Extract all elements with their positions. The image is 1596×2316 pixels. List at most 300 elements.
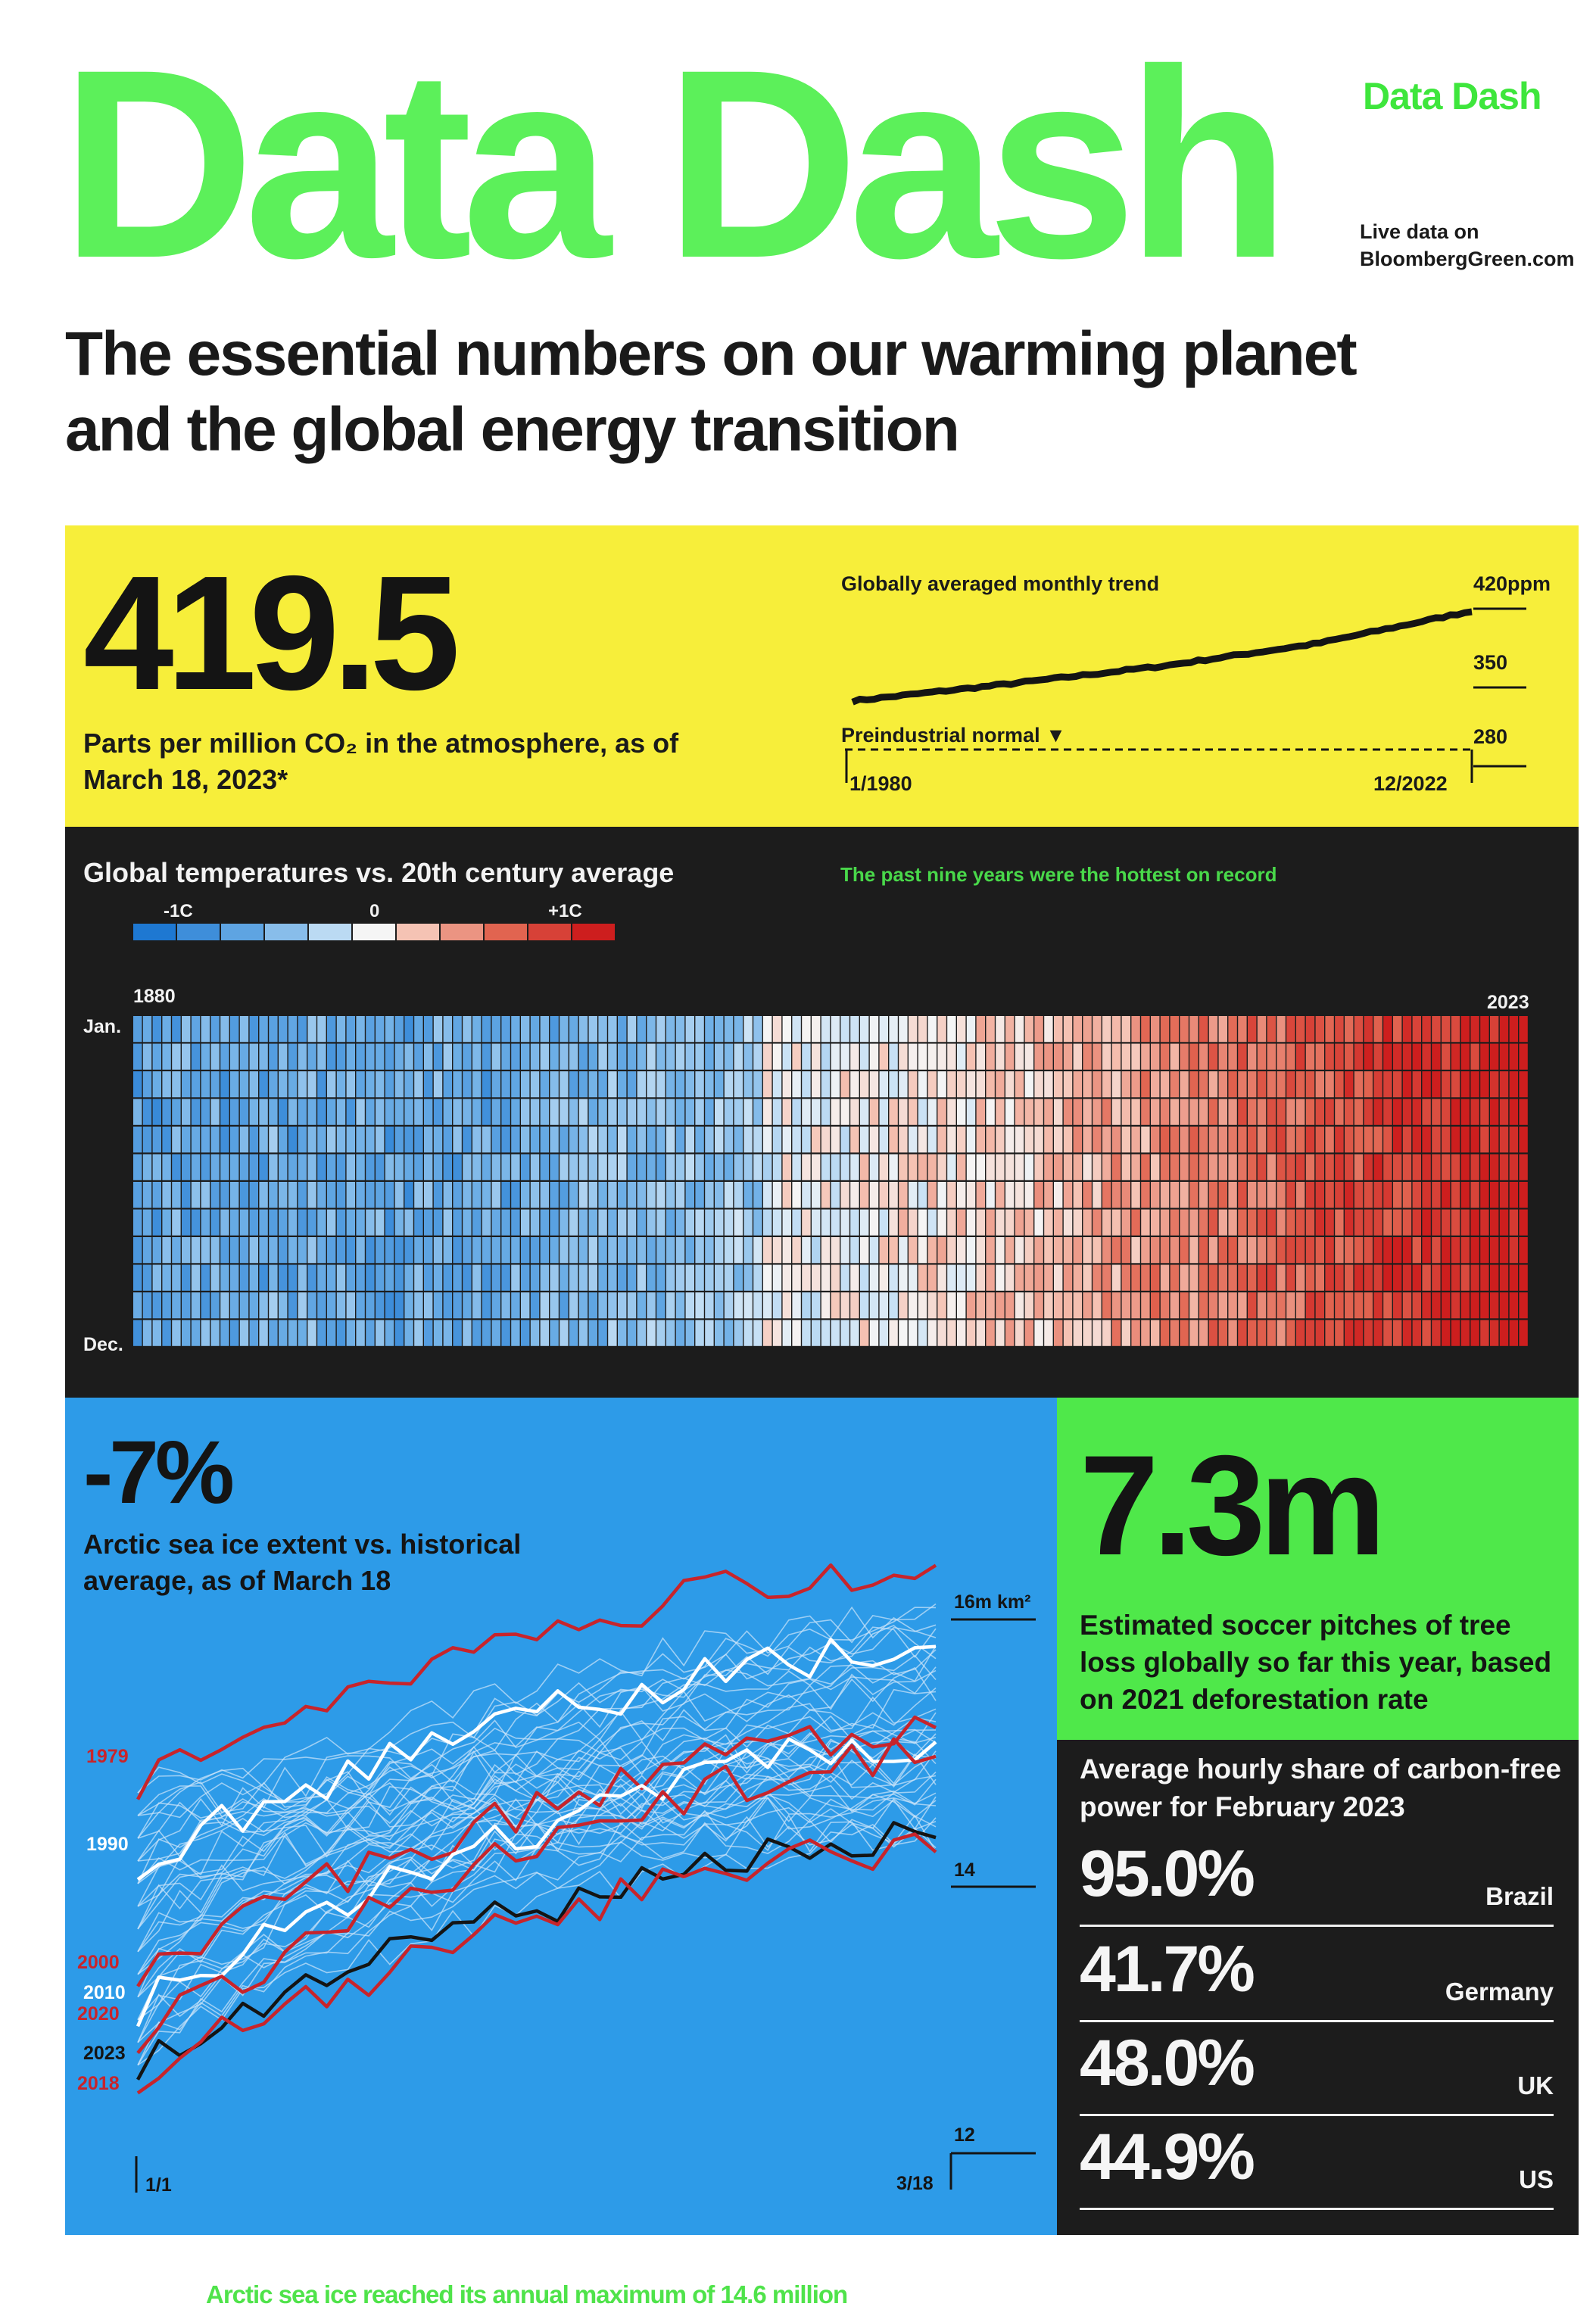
heatmap-cell (269, 1044, 277, 1070)
heatmap-cell (783, 1292, 791, 1318)
arctic-ice-chart (65, 1398, 1057, 2235)
arctic-background-line (138, 1819, 936, 1906)
heatmap-cell (725, 1292, 733, 1318)
heatmap-cell (686, 1265, 694, 1291)
heatmap-cell (569, 1237, 578, 1263)
heatmap-cell (967, 1182, 975, 1208)
heatmap-cell (715, 1320, 723, 1346)
heatmap-cell (1131, 1265, 1139, 1291)
heatmap-cell (444, 1099, 452, 1125)
heatmap-cell (1093, 1237, 1101, 1263)
heatmap-cell (1034, 1320, 1043, 1346)
heatmap-cell (1519, 1016, 1527, 1042)
heatmap-cell (628, 1237, 636, 1263)
heatmap-cell (356, 1155, 364, 1180)
heatmap-cell (1209, 1210, 1217, 1236)
heatmap-cell (773, 1210, 781, 1236)
heatmap-cell (783, 1210, 791, 1236)
heatmap-cell (628, 1155, 636, 1180)
heatmap-cell (831, 1099, 840, 1125)
heatmap-cell (831, 1210, 840, 1236)
heatmap-cell (192, 1099, 200, 1125)
heatmap-cell (1054, 1099, 1062, 1125)
heatmap-cell (666, 1099, 675, 1125)
heatmap-cell (531, 1182, 539, 1208)
heatmap-cell (656, 1237, 665, 1263)
heatmap-cell (1480, 1210, 1488, 1236)
heatmap-cell (492, 1237, 500, 1263)
heatmap-cell (753, 1071, 762, 1097)
heatmap-cell (598, 1016, 606, 1042)
heatmap-cell (395, 1099, 404, 1125)
heatmap-cell (472, 1292, 481, 1318)
heatmap-cell (414, 1182, 422, 1208)
heatmap-cell (928, 1099, 937, 1125)
heatmap-cell (773, 1016, 781, 1042)
heatmap-cell (1083, 1292, 1091, 1318)
heatmap-cell (182, 1265, 190, 1291)
heatmap-cell (1422, 1155, 1430, 1180)
heatmap-cell (996, 1292, 1004, 1318)
heatmap-cell (986, 1044, 994, 1070)
heatmap-cell (1131, 1182, 1139, 1208)
heatmap-cell (1122, 1210, 1130, 1236)
heatmap-cell (1161, 1320, 1169, 1346)
heatmap-cell (753, 1016, 762, 1042)
heatmap-cell (1238, 1292, 1246, 1318)
heatmap-cell (589, 1155, 597, 1180)
heatmap-cell (753, 1155, 762, 1180)
heatmap-cell (385, 1320, 394, 1346)
heatmap-cell (143, 1237, 151, 1263)
heatmap-cell (1325, 1237, 1333, 1263)
heatmap-cell (1083, 1071, 1091, 1097)
heatmap-cell (1112, 1182, 1121, 1208)
heatmap-cell (1267, 1016, 1276, 1042)
heatmap-cell (1345, 1016, 1353, 1042)
heatmap-cell (1306, 1182, 1314, 1208)
heatmap-cell (531, 1044, 539, 1070)
heatmap-cell (1102, 1071, 1111, 1097)
heatmap-cell (511, 1016, 519, 1042)
heatmap-cell (880, 1127, 888, 1152)
heatmap-cell (1286, 1320, 1295, 1346)
heatmap-cell (192, 1044, 200, 1070)
heatmap-cell (220, 1071, 229, 1097)
heatmap-cell (928, 1265, 937, 1291)
heatmap-cell (337, 1071, 345, 1097)
heatmap-cell (705, 1155, 713, 1180)
heatmap-cell (977, 1071, 985, 1097)
heatmap-cell (482, 1044, 491, 1070)
heatmap-cell (1093, 1099, 1101, 1125)
heatmap-cell (1112, 1265, 1121, 1291)
heatmap-cell (501, 1265, 510, 1291)
heatmap-cell (541, 1265, 549, 1291)
heatmap-cell (1296, 1044, 1305, 1070)
heatmap-cell (376, 1099, 384, 1125)
heatmap-cell (366, 1292, 374, 1318)
heatmap-cell (1364, 1182, 1373, 1208)
heatmap-cell (1015, 1292, 1024, 1318)
heatmap-cell (1364, 1237, 1373, 1263)
heatmap-cell (531, 1265, 539, 1291)
heatmap-cell (1083, 1237, 1091, 1263)
heatmap-cell (404, 1320, 413, 1346)
heatmap-cell (1015, 1210, 1024, 1236)
heatmap-cell (628, 1099, 636, 1125)
heatmap-cell (957, 1265, 965, 1291)
year-label-2010: 2010 (83, 1982, 126, 2003)
heatmap-cell (870, 1182, 878, 1208)
heatmap-cell (792, 1265, 800, 1291)
heatmap-cell (1112, 1155, 1121, 1180)
arctic-x-start: 1/1 (145, 2174, 172, 2196)
heatmap-cell (337, 1210, 345, 1236)
heatmap-cell (957, 1210, 965, 1236)
heatmap-cell (802, 1182, 810, 1208)
heatmap-cell (1074, 1265, 1082, 1291)
heatmap-cell (977, 1016, 985, 1042)
heatmap-cell (172, 1127, 180, 1152)
heatmap-cell (1354, 1320, 1363, 1346)
heatmap-cell (521, 1099, 529, 1125)
heatmap-cell (947, 1155, 955, 1180)
heatmap-cell (821, 1320, 830, 1346)
heatmap-cell (541, 1099, 549, 1125)
heatmap-cell (1083, 1127, 1091, 1152)
heatmap-cell (153, 1127, 161, 1152)
heatmap-cell (1064, 1265, 1072, 1291)
heatmap-cell (1403, 1320, 1411, 1346)
heatmap-cell (860, 1044, 868, 1070)
heatmap-cell (918, 1265, 927, 1291)
heatmap-cell (385, 1044, 394, 1070)
heatmap-cell (598, 1237, 606, 1263)
heatmap-cell (269, 1182, 277, 1208)
heatmap-cell (1316, 1320, 1324, 1346)
heatmap-cell (404, 1099, 413, 1125)
heatmap-cell (1413, 1099, 1421, 1125)
heatmap-cell (986, 1071, 994, 1097)
heatmap-cell (172, 1292, 180, 1318)
heatmap-cell (337, 1320, 345, 1346)
heatmap-cell (608, 1210, 616, 1236)
heatmap-cell (899, 1265, 907, 1291)
heatmap-cell (831, 1320, 840, 1346)
heatmap-cell (1219, 1155, 1227, 1180)
heatmap-cell (434, 1127, 442, 1152)
heatmap-cell (1054, 1155, 1062, 1180)
heatmap-cell (482, 1210, 491, 1236)
heatmap-cell (695, 1182, 703, 1208)
heatmap-cell (1151, 1155, 1159, 1180)
heatmap-cell (1122, 1127, 1130, 1152)
heatmap-cell (967, 1320, 975, 1346)
heatmap-cell (1102, 1320, 1111, 1346)
heatmap-cell (763, 1265, 772, 1291)
heatmap-cell (501, 1127, 510, 1152)
heatmap-cell (947, 1099, 955, 1125)
heatmap-cell (1403, 1237, 1411, 1263)
heatmap-cell (347, 1182, 355, 1208)
heatmap-cell (918, 1016, 927, 1042)
heatmap-cell (220, 1292, 229, 1318)
heatmap-cell (860, 1071, 868, 1097)
heatmap-cell (1413, 1016, 1421, 1042)
heatmap-cell (967, 1044, 975, 1070)
heatmap-cell (1054, 1210, 1062, 1236)
heatmap-cell (210, 1044, 219, 1070)
heatmap-cell (1422, 1237, 1430, 1263)
heatmap-cell (463, 1292, 471, 1318)
heatmap-cell (337, 1044, 345, 1070)
heatmap-cell (850, 1071, 859, 1097)
heatmap-cell (1470, 1265, 1479, 1291)
heatmap-cell (172, 1182, 180, 1208)
heatmap-cell (608, 1237, 616, 1263)
heatmap-cell (666, 1016, 675, 1042)
heatmap-cell (1141, 1210, 1149, 1236)
heatmap-cell (414, 1099, 422, 1125)
heatmap-cell (986, 1182, 994, 1208)
heatmap-cell (1189, 1071, 1198, 1097)
heatmap-cell (1199, 1155, 1208, 1180)
heatmap-cell (210, 1099, 219, 1125)
heatmap-cell (1306, 1127, 1314, 1152)
heatmap-cell (288, 1265, 297, 1291)
heatmap-cell (909, 1182, 917, 1208)
heatmap-cell (1393, 1237, 1401, 1263)
heatmap-cell (327, 1265, 335, 1291)
heatmap-cell (850, 1182, 859, 1208)
heatmap-cell (715, 1182, 723, 1208)
heatmap-cell (1422, 1071, 1430, 1097)
heatmap-cell (831, 1071, 840, 1097)
heatmap-cell (1122, 1320, 1130, 1346)
heatmap-cell (899, 1016, 907, 1042)
heatmap-cell (259, 1071, 267, 1097)
heatmap-cell (472, 1044, 481, 1070)
carbon-free-power-panel (1057, 1740, 1579, 2235)
heatmap-cell (1461, 1099, 1470, 1125)
heatmap-cell (860, 1237, 868, 1263)
heatmap-cell (560, 1071, 568, 1097)
heatmap-cell (656, 1016, 665, 1042)
heatmap-cell (220, 1044, 229, 1070)
heatmap-cell (1276, 1292, 1285, 1318)
heatmap-cell (880, 1320, 888, 1346)
temperature-color-scale (133, 901, 618, 946)
heatmap-cell (870, 1099, 878, 1125)
heatmap-cell (1112, 1127, 1121, 1152)
heatmap-cell (1519, 1292, 1527, 1318)
heatmap-cell (947, 1237, 955, 1263)
heatmap-cell (162, 1210, 170, 1236)
heatmap-cell (288, 1210, 297, 1236)
heatmap-cell (734, 1237, 743, 1263)
heatmap-cell (1403, 1182, 1411, 1208)
heatmap-cell (1442, 1210, 1450, 1236)
heatmap-cell (1015, 1320, 1024, 1346)
heatmap-cell (356, 1099, 364, 1125)
heatmap-cell (347, 1016, 355, 1042)
heatmap-cell (482, 1292, 491, 1318)
heatmap-cell (725, 1155, 733, 1180)
heatmap-cell (356, 1320, 364, 1346)
heatmap-cell (133, 1265, 142, 1291)
live-data-link[interactable]: BloombergGreen.com (1360, 248, 1575, 270)
heatmap-cell (317, 1237, 326, 1263)
heatmap-cell (230, 1292, 238, 1318)
heatmap-cell (1219, 1210, 1227, 1236)
heatmap-cell (1209, 1237, 1217, 1263)
heatmap-cell (550, 1016, 558, 1042)
heatmap-cell (870, 1071, 878, 1097)
heatmap-cell (783, 1127, 791, 1152)
heatmap-cell (860, 1127, 868, 1152)
heatmap-cell (182, 1320, 190, 1346)
heatmap-cell (1335, 1182, 1343, 1208)
heatmap-cell (531, 1292, 539, 1318)
heatmap-cell (404, 1292, 413, 1318)
heatmap-cell (1306, 1292, 1314, 1318)
heatmap-cell (1044, 1265, 1052, 1291)
heatmap-cell (240, 1182, 248, 1208)
heatmap-cell (1025, 1182, 1033, 1208)
heatmap-cell (521, 1071, 529, 1097)
heatmap-cell (201, 1044, 210, 1070)
heatmap-cell (880, 1044, 888, 1070)
heatmap-cell (1199, 1320, 1208, 1346)
heatmap-cell (1180, 1182, 1188, 1208)
heatmap-cell (977, 1237, 985, 1263)
heatmap-cell (385, 1210, 394, 1236)
heatmap-cell (220, 1182, 229, 1208)
heatmap-cell (1102, 1044, 1111, 1070)
heatmap-cell (240, 1292, 248, 1318)
heatmap-cell (298, 1182, 307, 1208)
heatmap-cell (753, 1182, 762, 1208)
heatmap-cell (172, 1265, 180, 1291)
heatmap-cell (472, 1016, 481, 1042)
heatmap-cell (1354, 1265, 1363, 1291)
heatmap-cell (579, 1127, 588, 1152)
year-label-1990: 1990 (86, 1834, 129, 1855)
heatmap-cell (1316, 1210, 1324, 1236)
heatmap-cell (1461, 1210, 1470, 1236)
heatmap-cell (899, 1320, 907, 1346)
heatmap-cell (608, 1099, 616, 1125)
heatmap-cell (1228, 1127, 1236, 1152)
heatmap-cell (618, 1071, 626, 1097)
heatmap-cell (918, 1044, 927, 1070)
heatmap-cell (666, 1127, 675, 1152)
heatmap-cell (860, 1320, 868, 1346)
heatmap-cell (404, 1127, 413, 1152)
heatmap-cell (743, 1016, 752, 1042)
heatmap-cell (1005, 1127, 1014, 1152)
heatmap-cell (1354, 1016, 1363, 1042)
heatmap-cell (928, 1210, 937, 1236)
heatmap-cell (802, 1210, 810, 1236)
heatmap-cell (1276, 1210, 1285, 1236)
heatmap-cell (444, 1182, 452, 1208)
heatmap-cell (579, 1155, 588, 1180)
heatmap-cell (753, 1099, 762, 1125)
heatmap-cell (1480, 1320, 1488, 1346)
heatmap-cell (347, 1320, 355, 1346)
heatmap-cell (269, 1292, 277, 1318)
heatmap-cell (240, 1237, 248, 1263)
heatmap-cell (1470, 1155, 1479, 1180)
heatmap-cell (1238, 1210, 1246, 1236)
heatmap-cell (1199, 1016, 1208, 1042)
heatmap-cell (1306, 1237, 1314, 1263)
arctic-background-line (138, 1713, 936, 2043)
heatmap-cell (686, 1210, 694, 1236)
heatmap-cell (133, 1155, 142, 1180)
heatmap-cell (1510, 1182, 1518, 1208)
heatmap-cell (434, 1182, 442, 1208)
heatmap-cell (201, 1099, 210, 1125)
heatmap-cell (347, 1099, 355, 1125)
heatmap-cell (269, 1320, 277, 1346)
heatmap-cell (1316, 1127, 1324, 1152)
heatmap-cell (1131, 1071, 1139, 1097)
heatmap-cell (279, 1127, 287, 1152)
heatmap-cell (1383, 1237, 1392, 1263)
heatmap-cell (1005, 1320, 1014, 1346)
heatmap-cell (1054, 1071, 1062, 1097)
heatmap-cell (743, 1182, 752, 1208)
heatmap-cell (870, 1016, 878, 1042)
heatmap-cell (220, 1099, 229, 1125)
heatmap-cell (637, 1265, 646, 1291)
heatmap-cell (1044, 1210, 1052, 1236)
heatmap-cell (1364, 1320, 1373, 1346)
heatmap-cell (1171, 1016, 1179, 1042)
heatmap-cell (889, 1099, 897, 1125)
heatmap-cell (695, 1155, 703, 1180)
heatmap-cell (947, 1127, 955, 1152)
heatmap-cell (831, 1237, 840, 1263)
heatmap-cell (444, 1292, 452, 1318)
heatmap-cell (153, 1210, 161, 1236)
heatmap-cell (850, 1044, 859, 1070)
heatmap-cell (279, 1099, 287, 1125)
heatmap-cell (821, 1016, 830, 1042)
heatmap-cell (734, 1292, 743, 1318)
heatmap-cell (1219, 1016, 1227, 1042)
heatmap-cell (802, 1265, 810, 1291)
heatmap-cell (996, 1155, 1004, 1180)
heatmap-cell (860, 1265, 868, 1291)
heatmap-cell (686, 1016, 694, 1042)
heatmap-cell (1442, 1320, 1450, 1346)
heatmap-cell (463, 1182, 471, 1208)
heatmap-cell (240, 1127, 248, 1152)
heatmap-cell (1093, 1210, 1101, 1236)
heatmap-cell (143, 1210, 151, 1236)
heatmap-cell (162, 1320, 170, 1346)
heatmap-cell (414, 1265, 422, 1291)
heatmap-cell (1383, 1016, 1392, 1042)
heatmap-cell (1519, 1210, 1527, 1236)
heatmap-cell (250, 1127, 258, 1152)
heatmap-cell (172, 1071, 180, 1097)
heatmap-cell (1219, 1127, 1227, 1152)
